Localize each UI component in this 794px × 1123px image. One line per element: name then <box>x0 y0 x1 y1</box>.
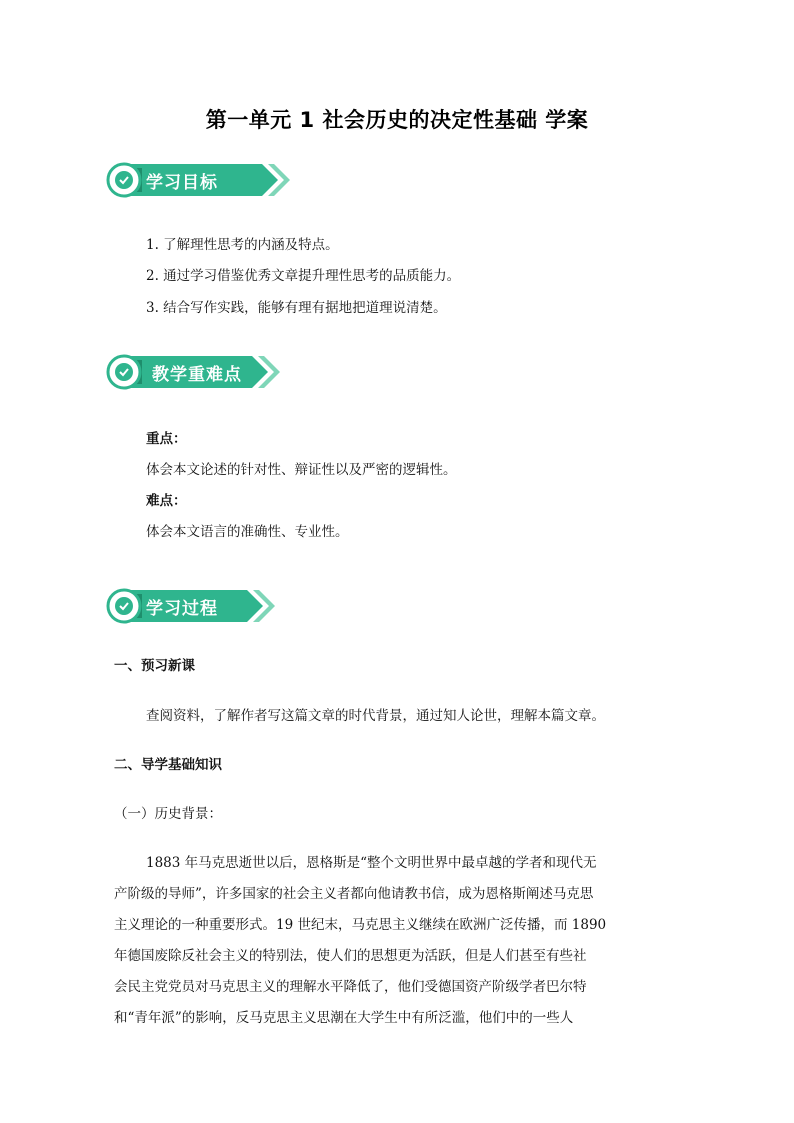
background-line: 年德国废除反社会主义的特别法，使人们的思想更为活跃，但是人们甚至有些社 <box>114 948 587 964</box>
part1-text: 查阅资料，了解作者写这篇文章的时代背景，通过知人论世，理解本篇文章。 <box>146 708 605 724</box>
banner-label: 学习目标 <box>146 173 218 193</box>
part1-heading: 一、预习新课 <box>114 658 195 674</box>
background-line: 主义理论的一种重要形式。19 世纪末，马克思主义继续在欧洲广泛传播，而 1890 <box>114 917 607 933</box>
focus-heading: 重点： <box>146 431 187 447</box>
section-banner-objectives <box>102 160 292 200</box>
difficulty-text: 体会本文语言的准确性、专业性。 <box>146 524 349 540</box>
background-line: 1883 年马克思逝世以后，恩格斯是“整个文明世界中最卓越的学者和现代无 <box>146 855 597 871</box>
objective-item: 3. 结合写作实践，能够有理有据地把道理说清楚。 <box>146 300 447 316</box>
banner-label: 教学重难点 <box>152 365 242 385</box>
page-title: 第一单元 1 社会历史的决定性基础 学案 <box>205 108 589 132</box>
part2-heading: 二、导学基础知识 <box>114 757 222 773</box>
banner-label: 学习过程 <box>146 599 218 619</box>
difficulty-heading: 难点： <box>146 493 187 509</box>
focus-text: 体会本文论述的针对性、辩证性以及严密的逻辑性。 <box>146 462 457 478</box>
section-banner-key-points <box>102 352 292 392</box>
objective-item: 1. 了解理性思考的内涵及特点。 <box>146 237 339 253</box>
background-line: 和“青年派”的影响，反马克思主义思潮在大学生中有所泛滥，他们中的一些人 <box>114 1010 574 1026</box>
background-line: 产阶级的导师”，许多国家的社会主义者都向他请教书信，成为恩格斯阐述马克思 <box>114 886 594 902</box>
objective-item: 2. 通过学习借鉴优秀文章提升理性思考的品质能力。 <box>146 268 461 284</box>
section-banner-process <box>102 586 292 626</box>
background-line: 会民主党党员对马克思主义的理解水平降低了，他们受德国资产阶级学者巴尔特 <box>114 979 587 995</box>
sub1-heading: （一）历史背景： <box>114 806 222 822</box>
